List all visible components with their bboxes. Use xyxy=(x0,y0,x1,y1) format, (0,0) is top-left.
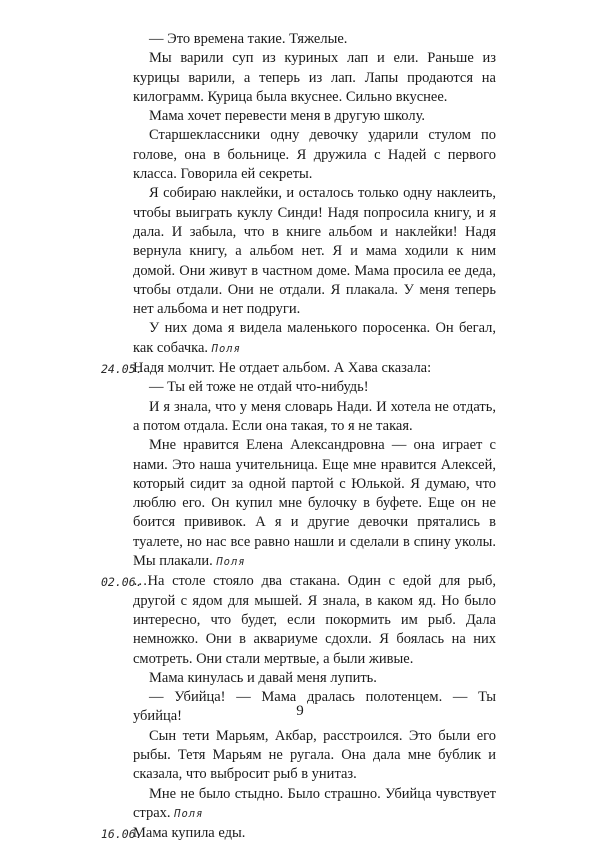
paragraph: Мы варили суп из куриных лап и ели. Раньше из курицы варили, а теперь из лап. Лапы продаются на килограмм. Курица была вкуснее. Сильно вкуснее. xyxy=(133,50,496,105)
dated-entry: 02.06. …На столе стояло два стакана. Один с едой для рыб, другой с ядом для мышей. Я знала, в каком яд. Но было интересно, что будет, если покормить им рыб. Дала немножко. Они в аквариуме сдохли. Я боялась на них смотреть. Они стали мертвые, а были живые. xyxy=(101,573,496,667)
entry-date: 24.05. xyxy=(101,362,143,377)
paragraph: Сын тети Марьям, Акбар, расстроился. Это были его рыбы. Тетя Марьям не ругала. Она дала мне бублик и сказала, что выбросит рыб в унитаз. xyxy=(133,727,496,783)
paragraph: — Ты ей тоже не отдай что-нибудь! xyxy=(149,379,369,396)
paragraph: И я знала, что у меня словарь Нади. И хотела не отдать, а потом отдала. Если она такая, то я не такая. xyxy=(133,398,496,434)
paragraph: Мама хочет перевести меня в другую школу. xyxy=(149,108,425,125)
signature-polya: Поля xyxy=(211,342,241,355)
signature-polya: Поля xyxy=(216,556,246,569)
entry-date: 16.06. xyxy=(101,827,143,842)
paragraph: У них дома я видела маленького поросенка. Он бегал, как собачка. Поля xyxy=(133,320,496,356)
diary-text xyxy=(101,30,496,843)
paragraph: Мама кинулась и давай меня лупить. xyxy=(149,669,377,686)
paragraph: Мне не было стыдно. Было страшно. Убийца чувствует страх. Поля xyxy=(133,785,496,821)
dated-entry: 16.06. Мама купила еды. xyxy=(133,824,496,843)
paragraph: Я собираю наклейки, и осталось только одну наклеить, чтобы выиграть куклу Синди! Надя попросила книгу, и я дала. И забыла, что в книге альбом и наклейки! Надя вернула книгу, а альбом нет. Я и мама ходили к ним домой. Они живут в частном доме. Мама просила ее деда, чтобы отдали. Они не отдали. Я плакала. У меня теперь нет альбома и нет подруги. xyxy=(133,185,496,318)
paragraph: Мне нравится Елена Александровна — она играет с нами. Это наша учительница. Еще мне нравится Алексей, который сидит за одной партой с Юлькой. Я думаю, что люблю его. Он купил мне булочку в буфете. Еще он не боится прививок. А я и другие девочки прятались в туалете, но нас все равно нашли и сделали в спину уколы. Мы плакали. Поля xyxy=(133,437,496,570)
paragraph: — Убийца! — Мама дралась полотенцем. — Ты убийца! xyxy=(133,689,496,725)
paragraph: Старшеклассники одну девочку ударили стулом по голове, она в больнице. Я дружила с Надей с первого класса. Говорила ей секреты. xyxy=(133,127,496,183)
dated-entry: 24.05. Надя молчит. Не отдает альбом. А Хава сказала: xyxy=(133,359,496,378)
paragraph: — Это времена такие. Тяжелые. xyxy=(149,31,348,47)
signature-polya: Поля xyxy=(174,807,204,820)
page-number: 9 xyxy=(296,703,304,719)
entry-date: 02.06. xyxy=(101,575,143,590)
